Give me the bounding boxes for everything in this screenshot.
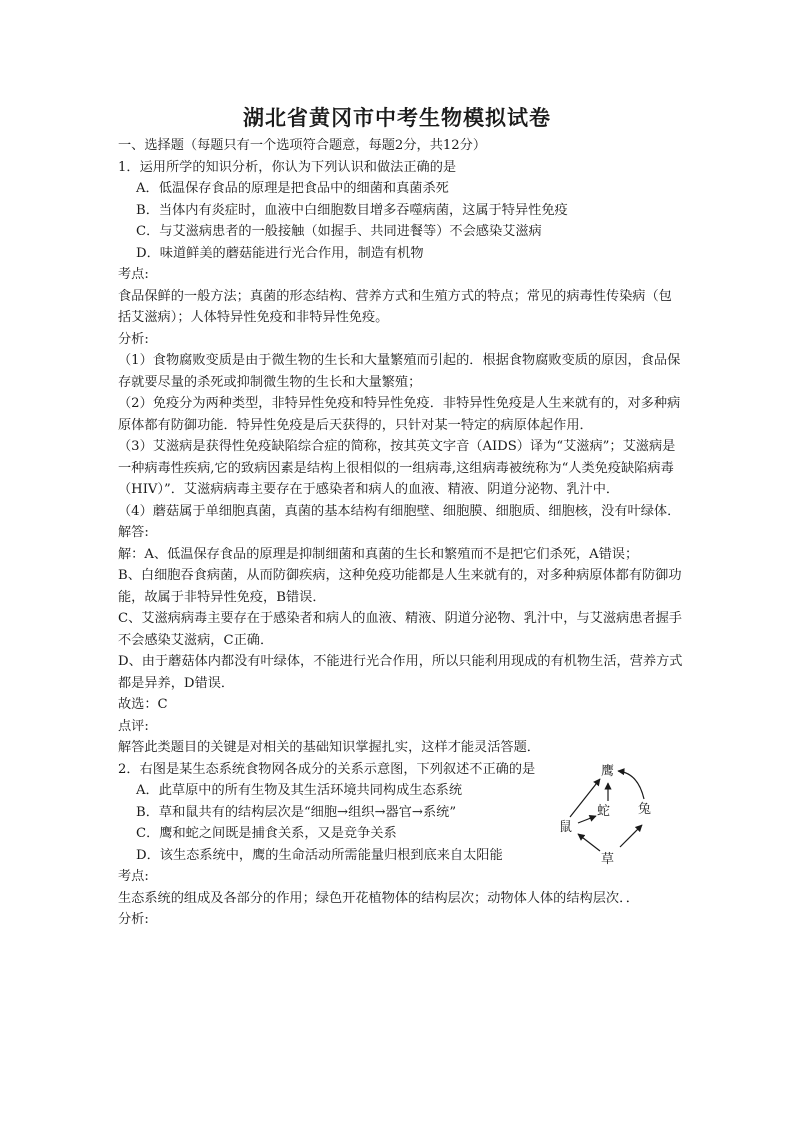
q1-jieda-a: 解：A、低温保存食品的原理是抑制细菌和真菌的生长和繁殖而不是把它们杀死，A错误； [118,546,639,562]
q1-kaodian-label: 考点: [118,267,149,282]
q1-jieda-d: D、由于蘑菇体内都没有叶绿体，不能进行光合作用，所以只能利用现成的有机物生活，营养方式都是异养，D错误． [118,654,683,691]
q2-option-a: A．此草原中的所有生物及其生活环境共同构成生态系统 [136,783,463,798]
q1-option-d: D．味道鲜美的蘑菇能进行光合作用，制造有机物 [136,245,424,261]
page-title: 湖北省黄冈市中考生物模拟试卷 [243,106,551,130]
q1-fenxi-label: 分析: [118,331,149,347]
arrow-mouse-hawk [570,779,600,817]
node-snake: 蛇 [597,803,611,819]
q1-answer: 故选：C [118,697,168,712]
q1-jieda-c: C、艾滋病病毒主要存在于感染者和病人的血液、精液、阴道分泌物、乳汁中，与艾滋病患者握手不会感染艾滋病，C正确． [118,611,682,648]
q1-jieda-label: 解答: [118,525,149,540]
q2-option-c: C．鹰和蛇之间既是捕食关系，又是竞争关系 [136,826,397,841]
q1-jieda-b: B、白细胞吞食病菌，从而防御疾病，这种免疫功能都是人生来就有的，对多种病原体都有防御功能，故属于非特异性免疫，B错误． [118,568,682,605]
food-web-diagram [556,759,676,865]
arrow-rabbit-hawk [618,771,644,799]
exam-content [118,135,684,931]
q1-fenxi-2: （2）免疫分为两种类型，非特异性免疫和特异性免疫．非特异性免疫是人生来就有的，对多种病原体都有防御功能．特异性免疫是后天获得的，只针对某一特定的病原体起作用． [118,396,681,433]
q1-fenxi-4: （4）蘑菇属于单细胞真菌，真菌的基本结构有细胞壁、细胞膜、细胞质、细胞核，没有叶绿体． [118,503,681,519]
q1-dianping: 解答此类题目的关键是对相关的基础知识掌握扎实，这样才能灵活答题． [118,740,540,755]
q1-option-c: C．与艾滋病患者的一般接触（如握手、共同进餐等）不会感染艾滋病 [136,224,542,239]
q1-fenxi-1: （1）食物腐败变质是由于微生物的生长和大量繁殖而引起的．根据食物腐败变质的原因，食品保存就要尽量的杀死或抑制微生物的生长和大量繁殖； [118,353,681,390]
node-grass: 草 [601,851,615,865]
q2-option-d: D．该生态系统中，鹰的生命活动所需能量归根到底来自太阳能 [136,847,503,863]
node-hawk: 鹰 [601,763,615,779]
node-rabbit: 兔 [638,801,652,817]
q2-kaodian-label: 考点: [118,869,149,884]
q1-dianping-label: 点评: [118,718,149,734]
node-mouse: 鼠 [559,819,573,835]
q2-kaodian: 生态系统的组成及各部分的作用；绿色开花植物体的结构层次；动物体人体的结构层次．． [118,890,639,906]
section-heading: 一、选择题（每题只有一个选项符合题意，每题2分，共12分） [118,138,487,153]
q2-fenxi-label: 分析: [118,912,149,927]
arrow-grass-rabbit [620,825,642,847]
q1-stem: 1．运用所学的知识分析，你认为下列认识和做法正确的是 [118,159,457,175]
q1-option-b: B．当体内有炎症时，血液中白细胞数目增多吞噬病菌，这属于特异性免疫 [136,202,568,218]
q1-kaodian: 食品保鲜的一般方法；真菌的形态结构、营养方式和生殖方式的特点；常见的病毒性传染病（包括艾滋病）；人体特异性免疫和非特异性免疫。 [118,288,672,325]
q2-stem: 2．右图是某生态系统食物网各成分的关系示意图，下列叙述不正确的是 [118,761,536,777]
q1-fenxi-3: （3）艾滋病是获得性免疫缺陷综合症的简称，按其英文字音（AIDS）译为“艾滋病”；艾滋病是一种病毒性疾病,它的致病因素是结构上很相似的一组病毒,这组病毒被统称为“人类免疫缺陷病毒（HIV）”．艾滋病病毒主要存在于感染者和病人的血液、精液、阴道分泌物、乳汁中． [118,439,676,497]
arrow-mouse-snake [578,816,596,823]
q2-option-b: B．草和鼠共有的结构层次是“细胞→组织→器官→系统” [136,804,457,820]
q2-block [118,759,684,867]
q1-option-a: A．低温保存食品的原理是把食品中的细菌和真菌杀死 [136,181,449,196]
arrow-grass-mouse [578,834,600,851]
